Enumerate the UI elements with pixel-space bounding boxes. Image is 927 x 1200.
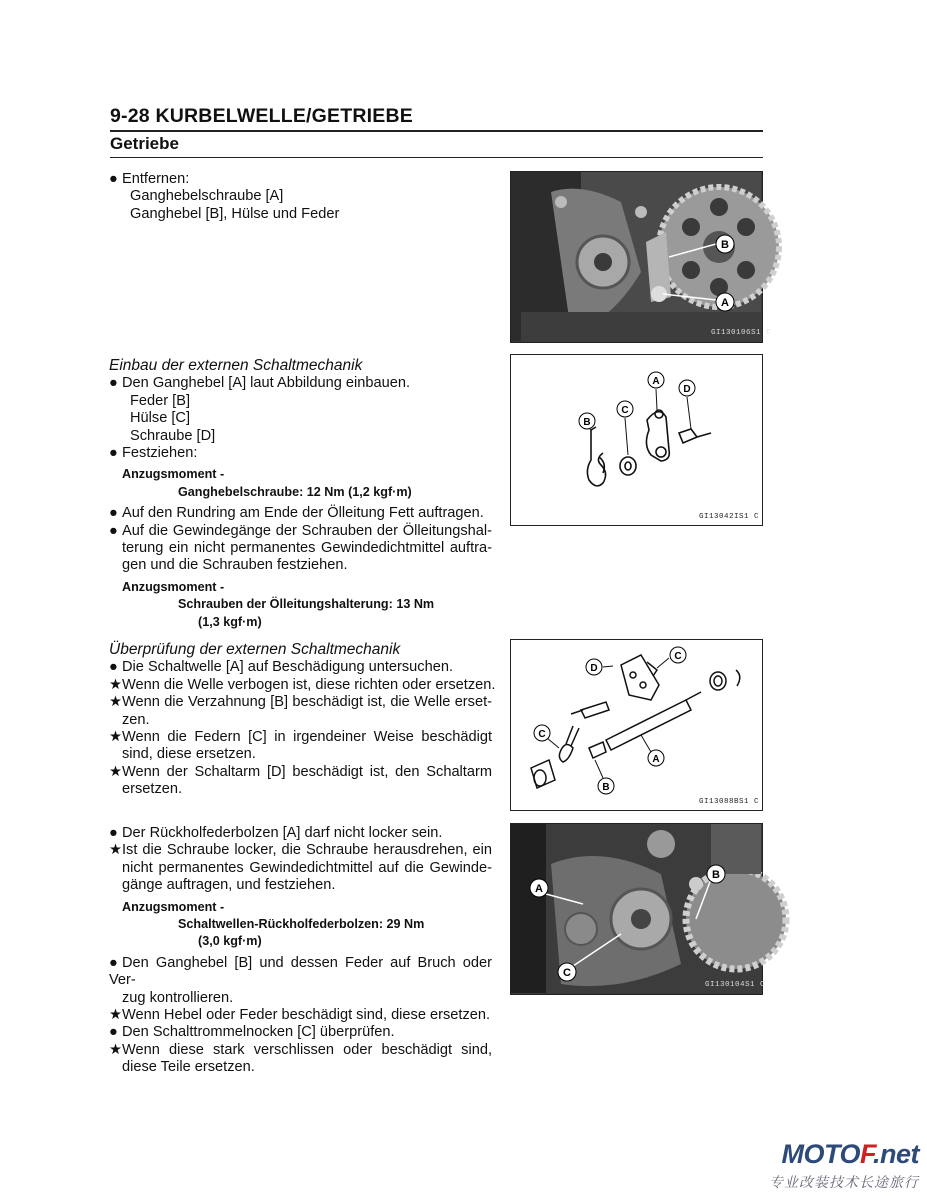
inspection-step-cont: ersetzen. [122, 781, 183, 798]
photo-illustration [511, 172, 772, 341]
title-rule [110, 130, 763, 132]
torque-value: Ganghebelschraube: 12 Nm (1,2 kgf·m) [178, 484, 412, 499]
torque-value: Schaltwellen-Rückholfederbolzen: 29 Nm [178, 917, 425, 932]
label-a: A [535, 883, 543, 895]
bullet-icon: ● [109, 659, 118, 676]
inspection-step: Wenn die Welle verbogen ist, diese richten oder ersetzen. [122, 676, 496, 693]
label-c: C [674, 651, 682, 662]
bolt-check-step: Wenn diese stark verschlissen oder beschädigt sind, [122, 1041, 492, 1058]
bolt-check-step: Der Rückholfederbolzen [A] darf nicht locker sein. [122, 825, 443, 841]
bullet-icon: ● [109, 171, 118, 187]
inspection-heading: Überprüfung der externen Schaltmechanik [109, 641, 401, 658]
label-b: B [712, 869, 720, 881]
figure-code: GI130104S1 C [705, 981, 766, 989]
inspection-step: Wenn die Verzahnung [B] beschädigt ist, die Welle erset- [122, 694, 492, 711]
star-icon: ★ [109, 1041, 123, 1058]
torque-label: Anzugsmoment - [122, 899, 225, 914]
installation-step: Den Ganghebel [A] laut Abbildung einbauen. [122, 375, 411, 392]
bolt-check-step: Ist die Schraube locker, die Schraube herausdrehen, ein [122, 842, 492, 859]
torque-label: Anzugsmoment - [122, 579, 225, 594]
star-icon: ★ [109, 694, 123, 711]
line-drawing [511, 640, 761, 809]
watermark-brand: MOTO [781, 1139, 860, 1169]
figure-code: GI130106S1 C [711, 329, 772, 337]
inspection-step-cont: sind, diese ersetzen. [122, 746, 256, 763]
watermark-logo [781, 1139, 919, 1170]
torque-value: Schrauben der Ölleitungshalterung: 13 Nm [178, 597, 435, 612]
bullet-icon: ● [109, 522, 118, 539]
installation-item: Hülse [C] [130, 410, 191, 427]
label-a: A [652, 754, 660, 765]
bolt-check-step: Den Ganghebel [B] und dessen Feder auf Bruch oder Ver- [109, 954, 492, 989]
section-title: Getriebe [110, 134, 179, 153]
star-icon: ★ [109, 842, 123, 859]
figure-return-spring-photo [510, 823, 766, 995]
line-drawing [511, 355, 761, 524]
label-b: B [721, 239, 729, 251]
bolt-check-step-cont: gänge auftragen, und festziehen. [122, 877, 336, 894]
inspection-step: Wenn der Schaltarm [D] beschädigt ist, den Schaltarm [122, 763, 492, 780]
installation-text [109, 357, 492, 631]
label-a: A [721, 297, 729, 309]
star-icon: ★ [109, 763, 123, 780]
watermark-tld: .net [872, 1139, 919, 1169]
installation-step-cont: gen und die Schrauben festziehen. [122, 557, 348, 574]
installation-step: Festziehen: [122, 445, 198, 462]
removal-text [109, 171, 492, 223]
star-icon: ★ [109, 1007, 123, 1024]
label-d: D [590, 663, 598, 674]
torque-value-cont: (3,0 kgf·m) [198, 934, 262, 949]
label-a: A [652, 376, 660, 387]
inspection-step-cont: zen. [122, 711, 150, 728]
figure-shift-lever-photo [510, 171, 772, 343]
label-c: C [563, 967, 571, 979]
bolt-check-step: Den Schalttrommelnocken [C] überprüfen. [122, 1024, 395, 1041]
figure-code: GI13088BS1 C [699, 798, 760, 806]
bolt-check-step-cont: zug kontrollieren. [122, 989, 234, 1006]
label-d: D [683, 384, 691, 395]
bullet-icon: ● [109, 505, 118, 522]
bolt-check-step-cont: diese Teile ersetzen. [122, 1059, 255, 1076]
inspection-step: Die Schaltwelle [A] auf Beschädigung untersuchen. [122, 659, 453, 676]
section-rule [110, 157, 763, 158]
figure-code: GI13042IS1 C [699, 513, 760, 521]
installation-item: Feder [B] [130, 392, 191, 409]
bolt-check-text [109, 825, 492, 1077]
installation-heading: Einbau der externen Schaltmechanik [109, 357, 363, 374]
bullet-icon: ● [109, 954, 118, 971]
installation-step: Auf die Gewindegänge der Schrauben der Ölleitungshal- [122, 522, 492, 539]
star-icon: ★ [109, 729, 123, 746]
watermark-brand-f: F [859, 1139, 873, 1169]
figure-installation-drawing [510, 354, 763, 526]
installation-step: Auf den Rundring am Ende der Ölleitung Fett auftragen. [122, 505, 484, 522]
removal-item: Ganghebelschraube [A] [130, 188, 284, 205]
torque-value-cont: (1,3 kgf·m) [198, 614, 262, 629]
label-c: C [538, 729, 546, 740]
removal-item: Ganghebel [B], Hülse und Feder [130, 205, 340, 222]
bolt-check-step: Wenn Hebel oder Feder beschädigt sind, diese ersetzen. [122, 1007, 491, 1024]
bullet-icon: ● [109, 825, 118, 841]
bullet-icon: ● [109, 375, 118, 392]
bolt-check-step-cont: nicht permanentes Gewindedichtmittel auf die Gewinde- [122, 859, 492, 876]
removal-intro: Entfernen: [122, 171, 190, 187]
installation-step-cont: terung ein nicht permanentes Gewindedichtmittel auftra- [122, 540, 492, 557]
label-c: C [621, 405, 629, 416]
inspection-text [109, 641, 496, 799]
label-b: B [602, 782, 610, 793]
page-title: 9-28 KURBELWELLE/GETRIEBE [110, 105, 413, 127]
label-b: B [583, 417, 591, 428]
inspection-step: Wenn die Federn [C] in irgendeiner Weise beschädigt [122, 729, 492, 746]
watermark-tagline: 专业改装技术长途旅行 [769, 1174, 919, 1190]
photo-illustration [511, 824, 766, 993]
bullet-icon: ● [109, 1024, 118, 1041]
figure-shift-shaft-drawing [510, 639, 763, 811]
star-icon: ★ [109, 676, 123, 693]
torque-label: Anzugsmoment - [122, 467, 225, 482]
installation-item: Schraube [D] [130, 427, 216, 444]
bullet-icon: ● [109, 445, 118, 462]
